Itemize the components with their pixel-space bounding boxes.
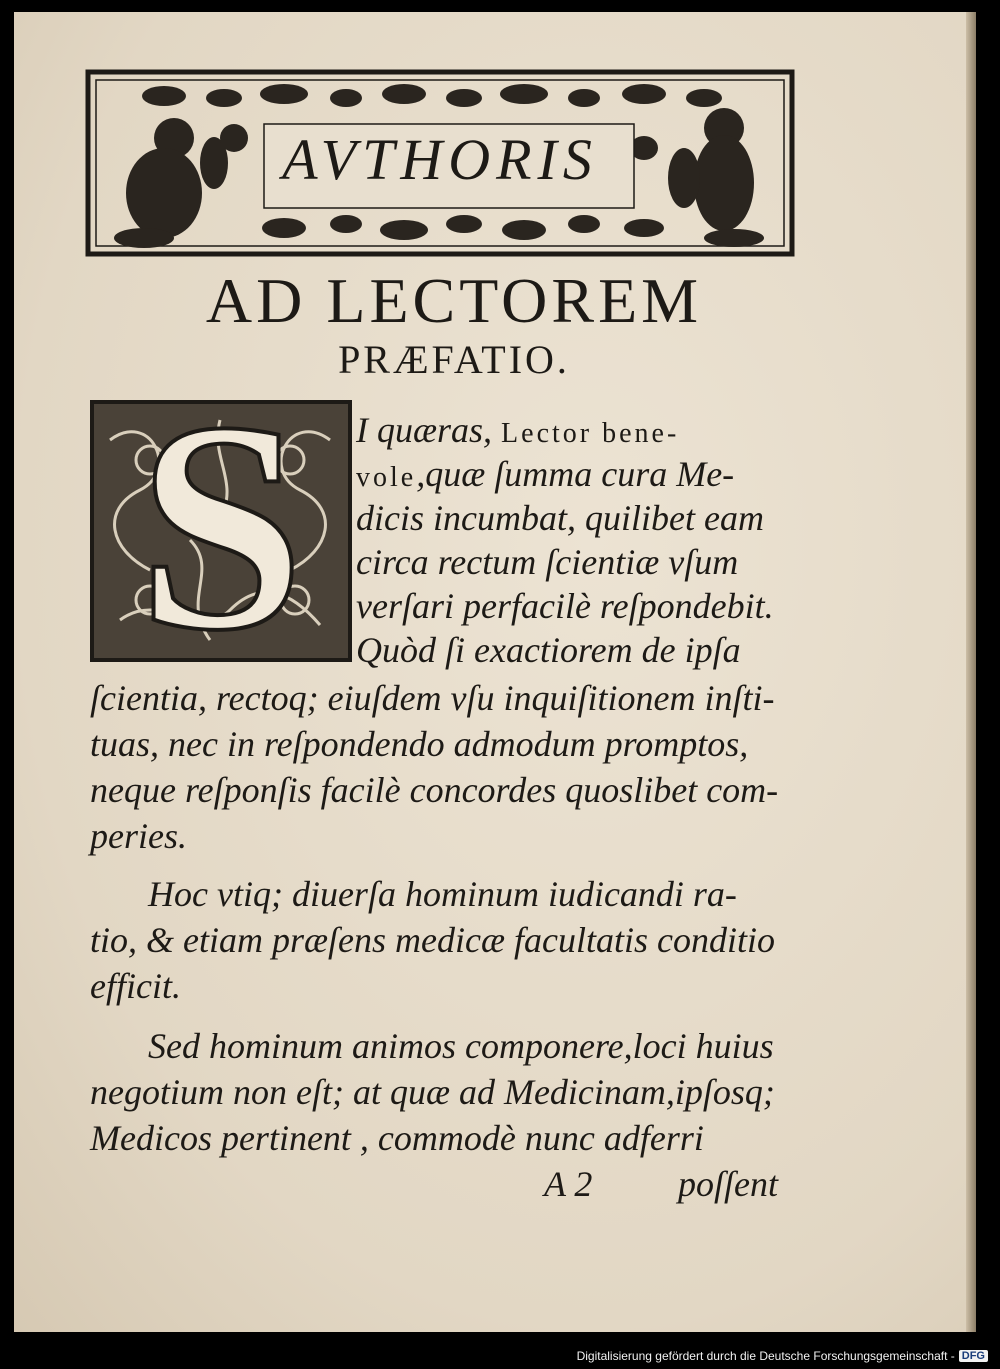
- text-line: Medicos pertinent , commodè nunc adferri: [90, 1118, 704, 1158]
- text-line: circa rectum ſcientiæ vſum: [356, 542, 739, 582]
- text-line: neque reſponſis facilè concordes quoslibet com-: [90, 770, 779, 810]
- text-line: tio, & etiam præſens medicæ facultatis conditio: [90, 920, 775, 960]
- text-line: tuas, nec in reſpondendo admodum promptos,: [90, 724, 749, 764]
- text-line: dicis incumbat, quilibet eam: [356, 498, 764, 538]
- text-line: [356, 452, 734, 500]
- text-line: Sed hominum animos componere,loci huius: [148, 1026, 774, 1066]
- text-segment: I quæras,: [356, 410, 502, 450]
- text-line: efficit.: [90, 966, 181, 1006]
- text-line: verſari perfacilè reſpondebit.: [356, 586, 774, 626]
- book-page: [14, 12, 976, 1332]
- text-line: ſcientia, rectoq; eiuſdem vſu inquiſitionem inſti-: [90, 678, 775, 718]
- initial-letter: S: [137, 360, 305, 692]
- text-line: negotium non eſt; at quæ ad Medicinam,ipſosq;: [90, 1072, 775, 1112]
- page-title: AD LECTOREM: [205, 265, 703, 336]
- page-subtitle: PRÆFATIO.: [338, 337, 570, 382]
- headpiece-ornament: [84, 68, 796, 258]
- catchword: poſſent: [678, 1164, 778, 1204]
- dfg-logo: DFG: [959, 1350, 988, 1362]
- headpiece-word: AVTHORIS: [282, 127, 598, 192]
- text-segment: ,quæ ſumma cura Me-: [416, 454, 735, 494]
- digitization-footer: [577, 1349, 988, 1363]
- text-line: Hoc vtiq; diuerſa hominum iudicandi ra-: [148, 874, 737, 914]
- footer-text: Digitalisierung gefördert durch die Deutsche Forschungsgemeinschaft -: [576, 1349, 955, 1363]
- text-line: [356, 408, 679, 456]
- decorated-initial: [90, 360, 352, 692]
- page-edge-shadow: [966, 12, 976, 1332]
- signature-mark: A 2: [544, 1164, 593, 1204]
- text-line: Quòd ſi exactiorem de ipſa: [356, 630, 741, 670]
- text-segment-smallcaps: vole: [356, 462, 417, 493]
- text-segment-smallcaps: Lector bene-: [501, 418, 680, 449]
- text-line: peries.: [90, 816, 187, 856]
